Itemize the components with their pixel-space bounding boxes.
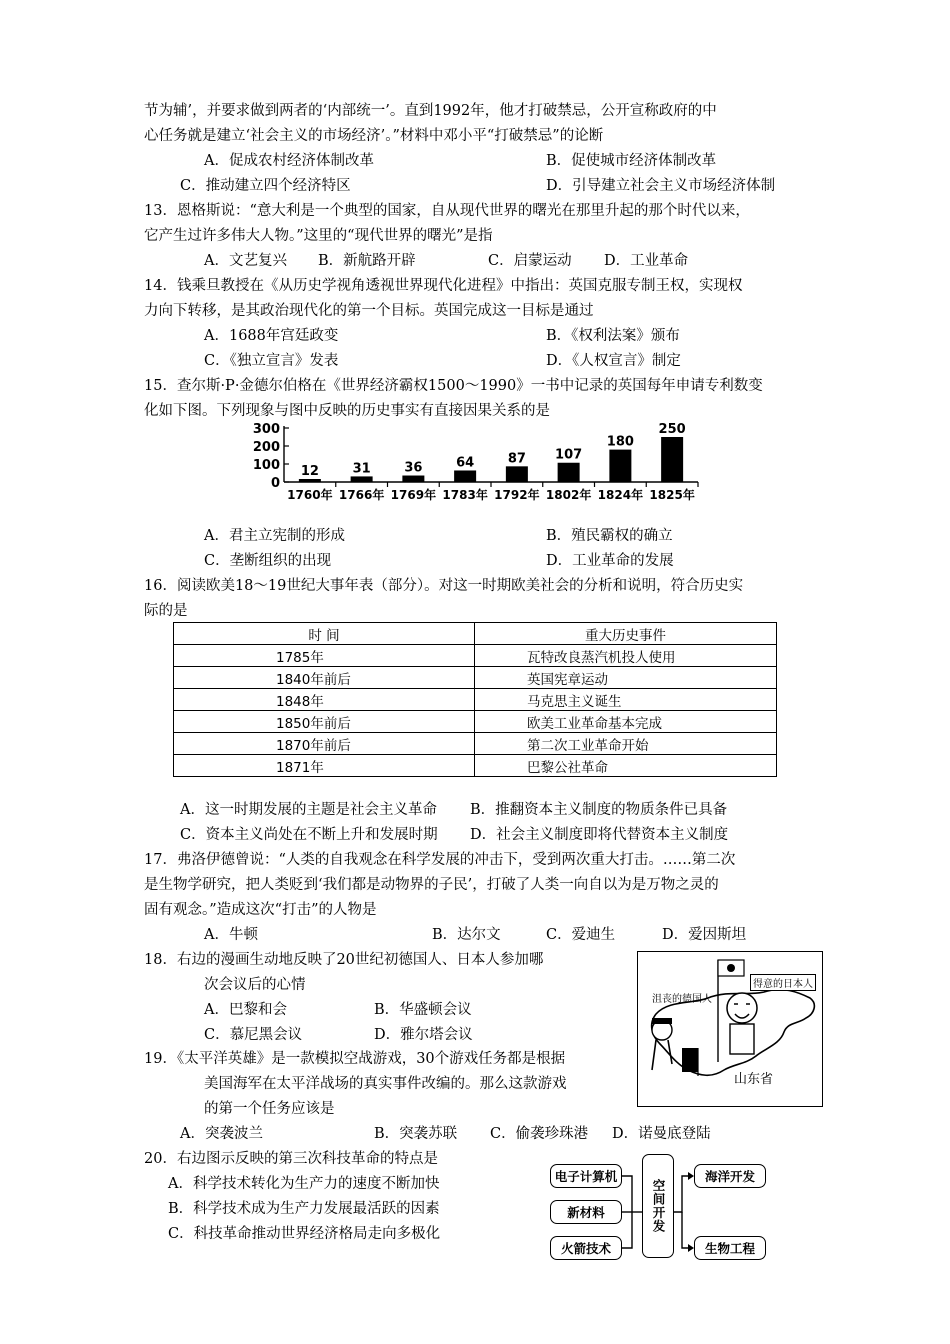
q19-option-c: C．偷袭珍珠港 [490,1126,589,1142]
cartoon-label-german: 沮丧的德国人 [652,994,712,1005]
chart-x-tick-label: 1760年 [287,488,333,502]
cartoon-image [637,951,823,1107]
chart-y-tick-label: 300 [252,422,280,437]
q16-option-c: C．资本主义尚处在不断上升和发展时期 [180,827,438,843]
q14-line2: 力向下转移，是其政治现代化的第一个目标。英国完成这一目标是通过 [144,303,594,319]
diagram-box-bio: 生物工程 [694,1236,766,1260]
q17-option-d: D．爱因斯坦 [662,927,747,943]
table-cell-event: 第二次工业革命开始 [475,733,777,755]
table-row [174,711,777,733]
q13-option-c: C．启蒙运动 [488,253,572,269]
q14-option-d: D．《人权宣言》制定 [546,353,681,369]
q17-line3: 固有观念。”造成这次“打击”的人物是 [144,902,377,918]
q16-line1: 16．阅读欧美18～19世纪大事年表（部分）。对这一时期欧美社会的分析和说明，符合历史实 [144,578,744,594]
q18-option-b: B．华盛顿会议 [374,1002,472,1018]
chart-axes [284,426,698,487]
cartoon-label-japanese: 得意的日本人 [750,974,816,991]
chart-y-axis-ticks [253,422,280,491]
chart-bar [402,476,424,482]
q19-option-b: B．突袭苏联 [374,1126,458,1142]
q20-option-a: A．科学技术转化为生产力的速度不断加快 [168,1176,440,1192]
q20-option-c: C．科技革命推动世界经济格局走向多极化 [168,1226,441,1242]
chart-x-tick-label: 1825年 [649,488,695,502]
q14-line1: 14．钱乘旦教授在《从历史学视角透视世界现代化进程》中指出：英国克服专制王权，实现权 [144,278,743,294]
q13-line2: 它产生过许多伟大人物。”这里的“现代世界的曙光”是指 [144,228,493,244]
q20-option-b: B．科学技术成为生产力发展最活跃的因素 [168,1201,440,1217]
q13-option-a: A．文艺复兴 [204,253,287,269]
chart-x-tick-label: 1802年 [545,488,592,502]
diagram-box-space: 空间开发 [642,1154,674,1258]
q18-option-a: A．巴黎和会 [204,1002,287,1018]
q16-line2: 际的是 [144,603,188,619]
chart-x-tick-label: 1783年 [442,488,488,502]
q17-option-a: A．牛顿 [204,927,258,943]
q14-option-b: B．《权利法案》颁布 [546,328,680,344]
table-row [174,689,777,711]
diagram-box-ocean: 海洋开发 [694,1164,766,1188]
q16-option-a: A．这一时期发展的主题是社会主义革命 [180,802,437,818]
table-cell-time: 1785年 [174,645,475,667]
chart-x-tick-label: 1824年 [597,488,644,502]
chart-y-tick-label: 200 [252,440,280,455]
table-header-row [174,623,777,645]
diagram-box-new-materials: 新材料 [550,1200,622,1224]
q13-option-d: D．工业革命 [604,253,689,269]
table-row [174,755,777,777]
q15-line1: 15．查尔斯·P·金德尔伯格在《世界经济霸权1500～1990》一书中记录的英国每年申请专利数变 [144,378,763,394]
q18-line2: 次会议后的心情 [204,977,306,993]
table-row [174,733,777,755]
table-row [174,645,777,667]
chart-y-tick-label: 100 [252,458,280,473]
chart-bar [558,463,580,482]
q13-option-b: B．新航路开辟 [318,253,416,269]
q19-line2: 美国海军在太平洋战场的真实事件改编的。那么这款游戏 [204,1076,567,1092]
header-time: 时 间 [174,623,475,645]
chart-x-tick-label: 1766年 [338,488,385,502]
q12-line1: 节为辅’，并要求做到两者的‘内部统一’。直到1992年，他才打破禁忌，公开宣称政府的中 [144,103,717,119]
chart-bar [454,470,476,482]
q12-option-c: C．推动建立四个经济特区 [180,178,351,194]
q15-option-d: D．工业革命的发展 [546,553,674,569]
q18-option-c: C．慕尼黑会议 [204,1027,303,1043]
chart-bar [351,476,373,482]
table-cell-time: 1840年前后 [174,667,475,689]
chart-bar [661,437,683,482]
events-table [173,622,777,777]
table-cell-time: 1871年 [174,755,475,777]
q12-option-d: D．引导建立社会主义市场经济体制 [546,178,776,194]
q15-option-a: A．君主立宪制的形成 [204,528,345,544]
q12-option-a: A．促成农村经济体制改革 [204,153,374,169]
q15-line2: 化如下图。下列现象与图中反映的历史事实有直接因果关系的是 [144,403,550,419]
q16-option-d: D．社会主义制度即将代替资本主义制度 [470,827,729,843]
chart-bar [506,466,528,482]
q16-option-b: B．推翻资本主义制度的物质条件已具备 [470,802,728,818]
q15-option-b: B．殖民霸权的确立 [546,528,673,544]
q14-option-c: C．《独立宣言》发表 [204,353,339,369]
q17-line2: 是生物学研究，把人类贬到‘我们都是动物界的子民’，打破了人类一向自以为是万物之灵的 [144,877,719,893]
chart-data-label: 180 [606,434,634,450]
chart-data-label: 36 [404,460,423,476]
chart-bar [299,479,321,482]
table-cell-time: 1870年前后 [174,733,475,755]
q17-option-c: C．爱迪生 [546,927,616,943]
q19-option-a: A．突袭波兰 [180,1126,263,1142]
q12-line2: 心任务就是建立‘社会主义的市场经济’。”材料中邓小平“打破禁忌”的论断 [144,128,604,144]
chart-data-label: 87 [507,451,526,467]
patent-bar-chart [244,420,704,506]
table-row [174,667,777,689]
table-cell-event: 巴黎公社革命 [475,755,777,777]
q18-line1: 18．右边的漫画生动地反映了20世纪初德国人、日本人参加哪 [144,952,544,968]
q19-line3: 的第一个任务应该是 [204,1101,335,1117]
q13-line1: 13．恩格斯说：“意大利是一个典型的国家，自从现代世界的曙光在那里升起的那个时代以来， [144,203,750,219]
q17-option-b: B．达尔文 [432,927,501,943]
chart-y-tick-label: 0 [270,476,280,491]
table-cell-time: 1850年前后 [174,711,475,733]
q12-option-b: B．促使城市经济体制改革 [546,153,717,169]
chart-data-label: 250 [658,422,686,437]
table-cell-event: 欧美工业革命基本完成 [475,711,777,733]
chart-data-label: 64 [456,455,475,471]
q18-option-d: D．雅尔塔会议 [374,1027,473,1043]
diagram-box-rocket: 火箭技术 [550,1236,622,1260]
q19-option-d: D．诺曼底登陆 [612,1126,711,1142]
cartoon-label-shandong: 山东省 [734,1072,774,1087]
q19-line1: 19．《太平洋英雄》是一款模拟空战游戏，30个游戏任务都是根据 [144,1051,566,1067]
header-event: 重大历史事件 [475,623,777,645]
q14-option-a: A．1688年宫廷政变 [204,328,339,344]
chart-bar [609,450,631,482]
tech-revolution-diagram [548,1148,770,1262]
q17-line1: 17．弗洛伊德曾说：“人类的自我观念在科学发展的冲击下，受到两次重大打击。……第二次 [144,852,736,868]
diagram-box-computer: 电子计算机 [550,1164,622,1188]
chart-data-label: 31 [352,461,371,477]
table-cell-event: 瓦特改良蒸汽机投人使用 [475,645,777,667]
chart-x-axis-ticks [287,487,695,502]
chart-x-tick-label: 1769年 [390,488,437,502]
table-cell-time: 1848年 [174,689,475,711]
chart-x-tick-label: 1792年 [494,488,540,502]
table-cell-event: 马克思主义诞生 [475,689,777,711]
q15-option-c: C．垄断组织的出现 [204,553,332,569]
table-cell-event: 英国宪章运动 [475,667,777,689]
chart-data-label: 107 [555,447,583,463]
q20-line1: 20．右边图示反映的第三次科技革命的特点是 [144,1151,438,1167]
chart-data-label: 12 [300,464,319,479]
